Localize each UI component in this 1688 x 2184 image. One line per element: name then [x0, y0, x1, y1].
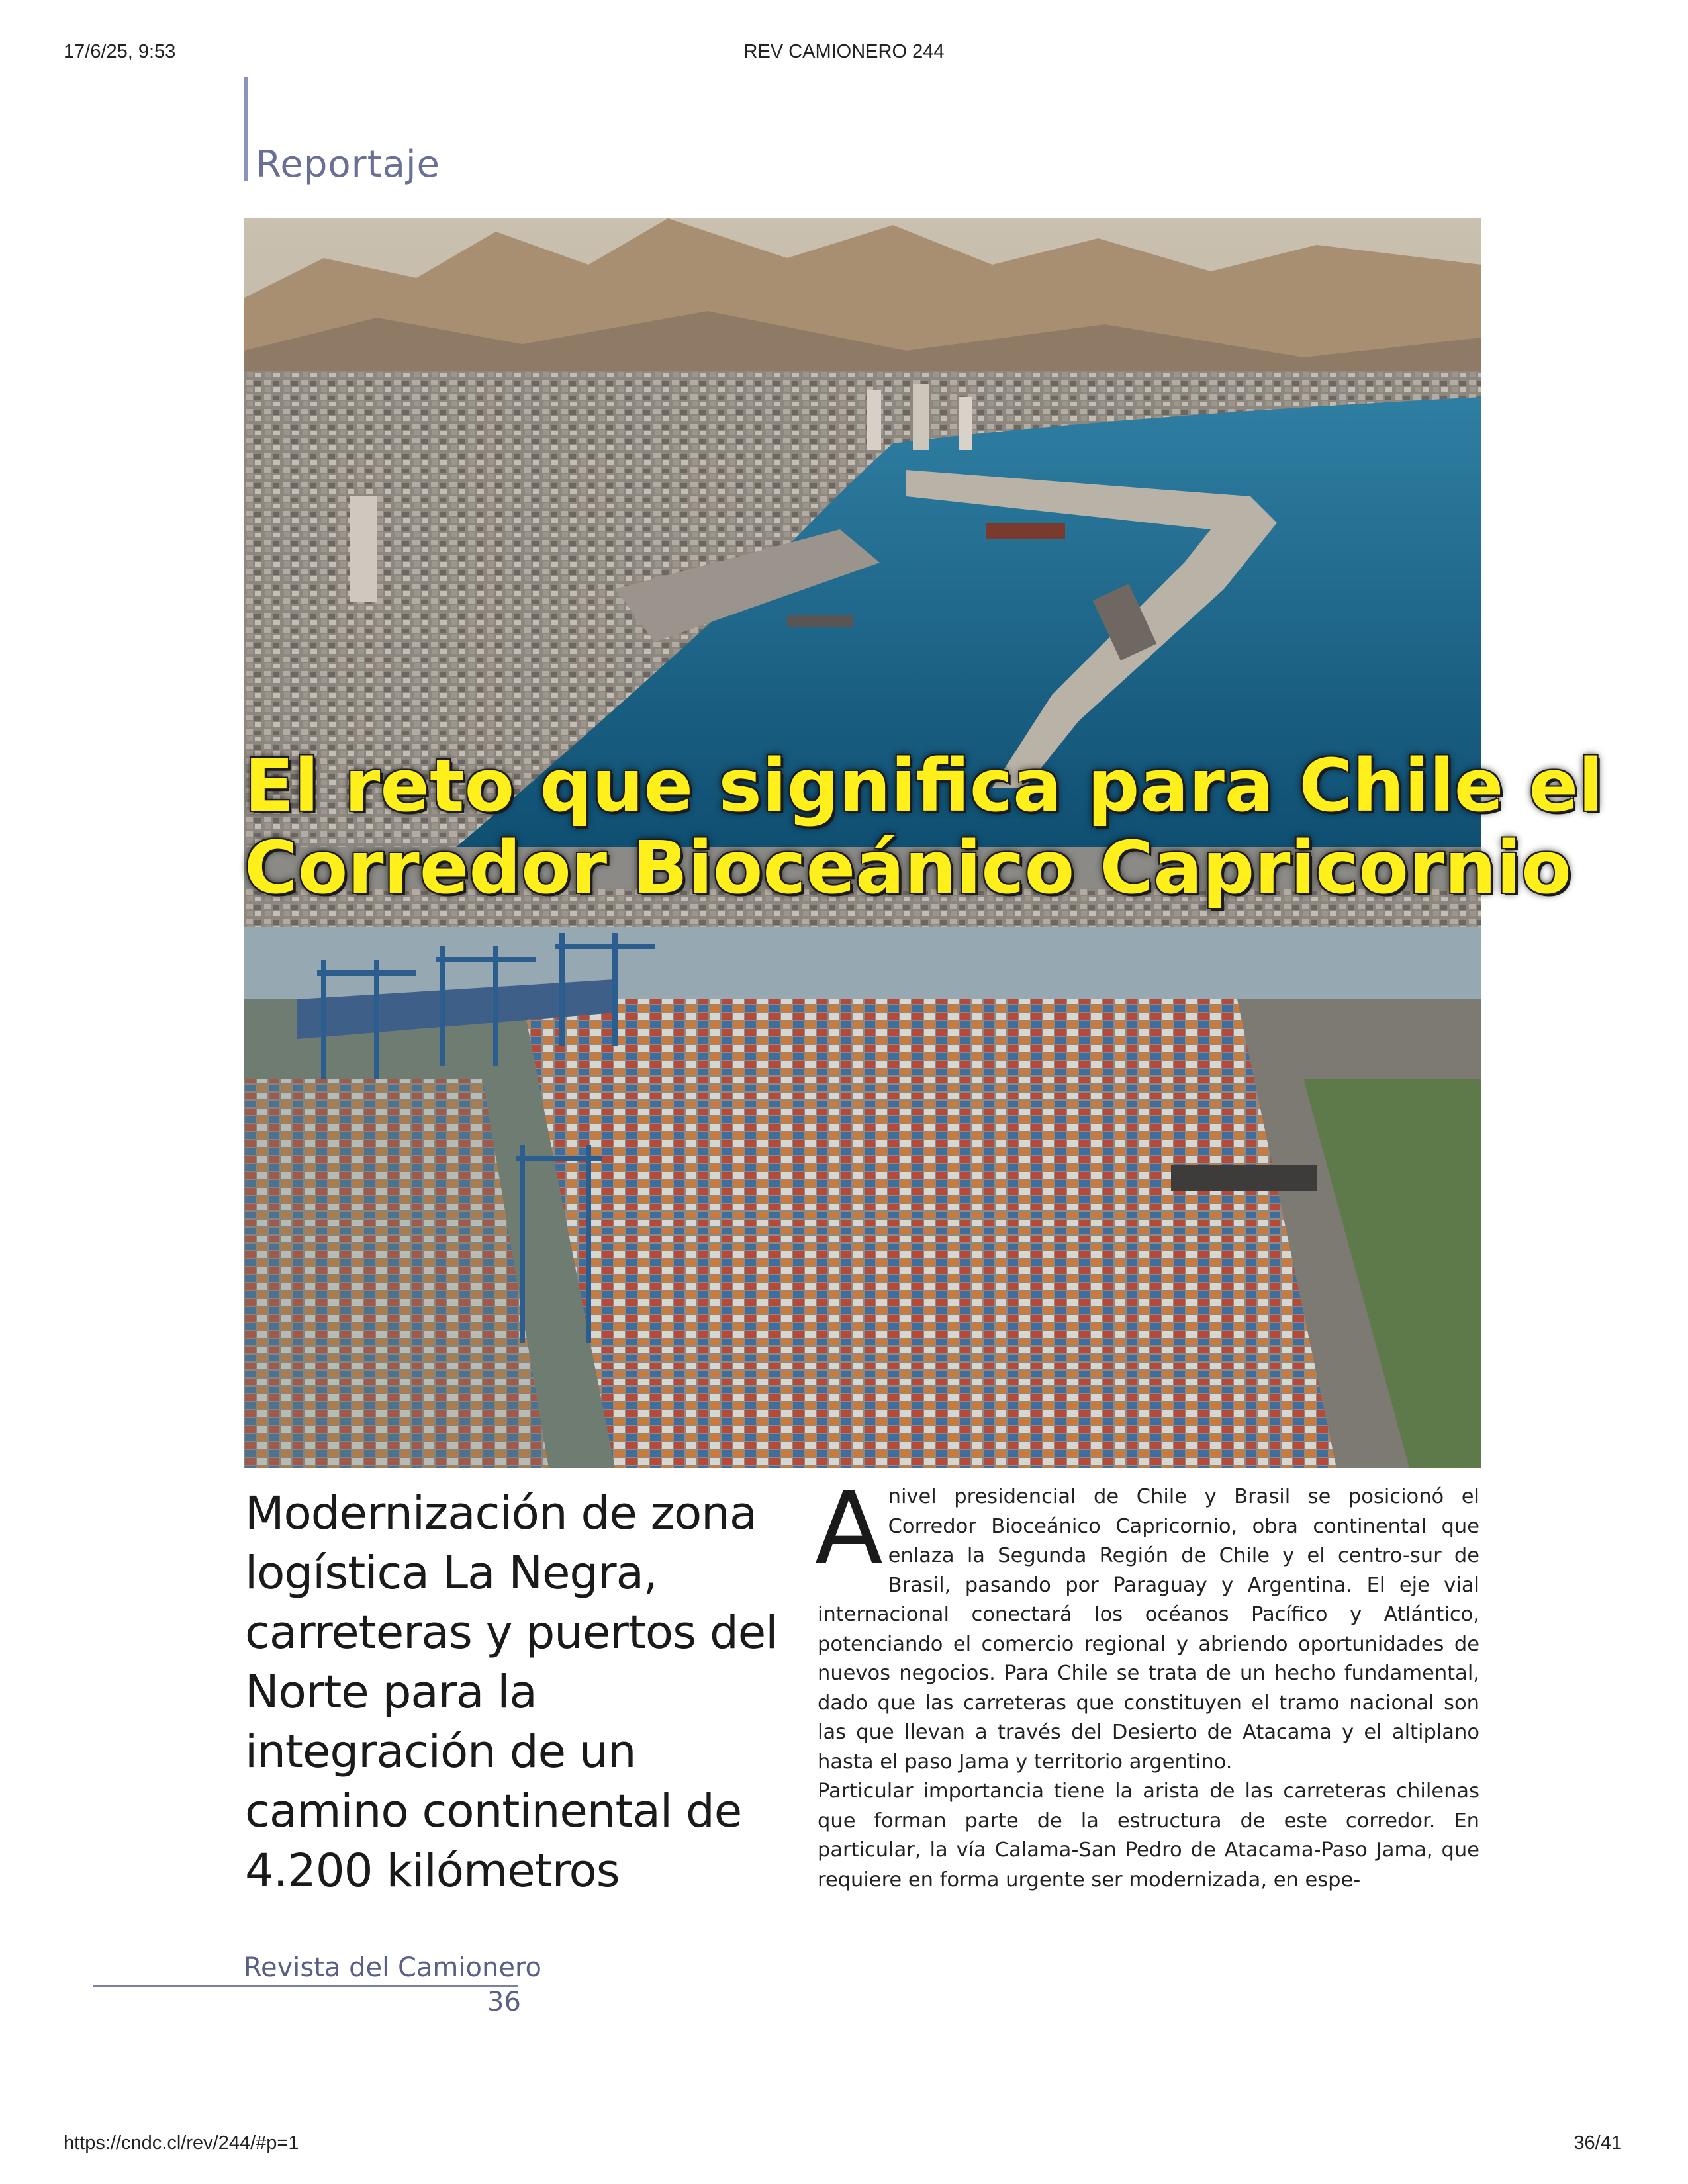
body-paragraph-1 — [815, 1471, 1479, 1777]
footer-rule — [93, 1985, 518, 1987]
headline-line-2: Corredor Bioceánico Capricornio — [244, 825, 1571, 910]
magazine-name: Revista del Camionero — [244, 1952, 541, 1983]
print-page-counter: 36/41 — [1573, 2132, 1622, 2154]
print-doc-title: REV CAMIONERO 244 — [743, 41, 945, 62]
dropcap: A — [815, 1471, 883, 1586]
magazine-page-number: 36 — [487, 1987, 521, 2017]
print-date: 17/6/25, 9:53 — [64, 41, 176, 62]
body-paragraph-2: Particular importancia tiene la arista de las carreteras chilenas que forman parte de la estructura de este corredor. En particular, la vía Calama-San Pedro de Atacama-Paso Jama, que requiere en forma urgente ser modernizada, en espe- — [818, 1780, 1479, 1891]
article-body — [815, 1471, 1479, 1895]
headline-line-1: El reto que significa para Chile el — [244, 743, 1603, 828]
section-bar — [244, 77, 248, 181]
headline — [244, 743, 1603, 910]
subheading: Modernización de zona logística La Negra, carreteras y puertos del Norte para la integración de un camino continental de 4.200 kilómetros — [245, 1487, 778, 1897]
section-label: Reportaje — [256, 143, 440, 186]
body-paragraph-1-text: nivel presidencial de Chile y Brasil se posicionó el Corredor Bioceánico Capricornio, obra continental que enlaza la Segunda Región de Chile y el centro-sur de Brasil, pasando por Paraguay y Argentina. El eje vial internacional conectará los océanos Pacífico y Atlántico, potenciando el comercio regional y abriendo oportunidades de nuevos negocios. Para Chile se trata de un hecho fundamental, dado que las carreteras que constituyen el tramo nacional son las que llevan a través del Desierto de Atacama y el altiplano hasta el paso Jama y territorio argentino. — [818, 1485, 1479, 1774]
print-url: https://cndc.cl/rev/244/#p=1 — [64, 2132, 299, 2154]
